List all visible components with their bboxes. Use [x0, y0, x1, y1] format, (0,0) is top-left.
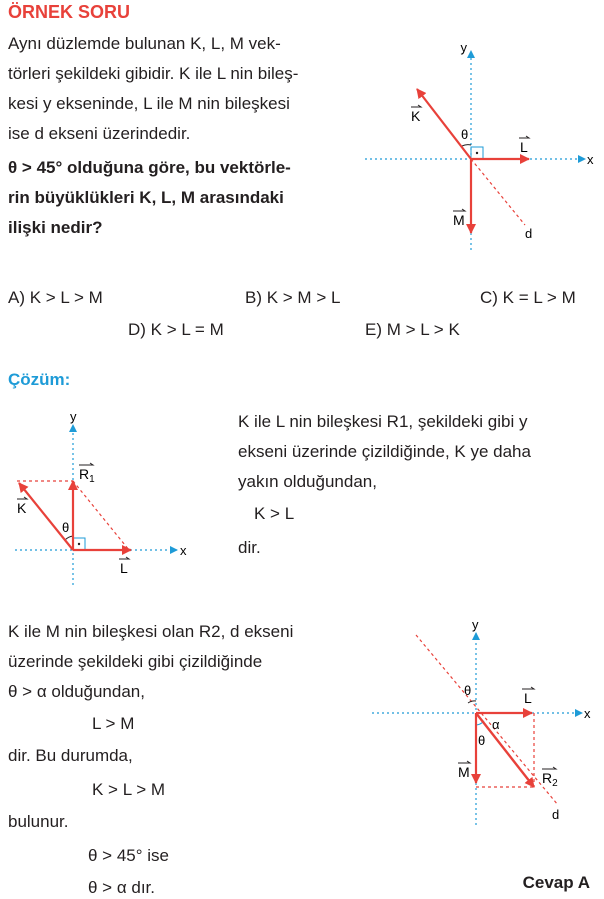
y-label: y [460, 40, 467, 55]
L-label: L [120, 560, 128, 576]
x-label: x [180, 543, 187, 558]
solution-part2-line-7: bulunur. [8, 812, 69, 831]
theta-top-label: θ [464, 683, 472, 698]
d-label: d [552, 807, 560, 822]
theta-label: θ [478, 733, 486, 748]
L-label: L [524, 690, 532, 706]
x-label: x [587, 152, 594, 167]
solution-part1-line-4: K > L [254, 504, 295, 523]
solution-part2-line-3: θ > α olduğundan, [8, 682, 145, 701]
choice-d[interactable]: D) K > L = M [128, 320, 224, 339]
theta-arc [462, 145, 471, 146]
solution-part2-line-5: dir. Bu durumda, [8, 746, 133, 765]
solution-part2-line-6: K > L > M [92, 780, 166, 799]
question-line-4: ise d ekseni üzerindedir. [8, 124, 191, 143]
theta-label: θ [62, 520, 70, 535]
example-title: ÖRNEK SORU [8, 2, 131, 22]
M-label: M [453, 212, 465, 228]
choice-a[interactable]: A) K > L > M [8, 288, 103, 307]
example-vector-diagram [365, 35, 595, 250]
solution-part1-line-1: K ile L nin bileşkesi R1, şekildeki gibi y [238, 412, 528, 431]
answer-label: Cevap A [522, 873, 590, 892]
vector-K [417, 89, 471, 159]
solution-part2-line-1: K ile M nin bileşkesi olan R2, d ekseni [8, 622, 294, 641]
solution-diagram-1 [5, 405, 205, 585]
M-label: M [458, 764, 470, 780]
choice-e[interactable]: E) M > L > K [365, 320, 460, 339]
vector-R2 [476, 713, 534, 787]
y-label: y [472, 617, 479, 632]
K-label: K [17, 500, 27, 516]
solution-part2-line-4: L > M [92, 714, 135, 733]
solution-part2-line-8: θ > 45° ise [88, 846, 169, 865]
question-line-1: Aynı düzlemde bulunan K, L, M vek- [8, 34, 281, 53]
question-bold-line-1: θ > 45° olduğuna göre, bu vektörle- [8, 158, 291, 177]
R1-label: $R_1$ [79, 466, 95, 485]
question-bold-line-2: rin büyüklükleri K, L, M arasındaki [8, 188, 284, 207]
alpha-label: α [492, 717, 500, 732]
d-axis [416, 635, 558, 805]
choice-c[interactable]: C) K = L > M [480, 288, 576, 307]
K-label: K [411, 108, 421, 124]
y-label: y [70, 409, 77, 424]
R2-label: $R_2$ [542, 770, 558, 789]
solution-part2-line-2: üzerinde şekildeki gibi çizildiğinde [8, 652, 263, 671]
solution-part2-line-9: θ > α dır. [88, 878, 156, 897]
question-bold-line-3: ilişki nedir? [8, 218, 103, 237]
x-label: x [584, 706, 591, 721]
question-line-2: törleri şekildeki gibidir. K ile L nin bileş- [8, 64, 299, 83]
d-label: d [525, 226, 533, 241]
L-label: L [520, 139, 528, 155]
d-axis [471, 159, 525, 225]
solution-part1-line-2: ekseni üzerinde çizildiğinde, K ye daha [238, 442, 531, 461]
solution-diagram-2 [372, 615, 600, 830]
choice-b[interactable]: B) K > M > L [245, 288, 341, 307]
question-line-3: kesi y ekseninde, L ile M nin bileşkesi [8, 94, 290, 113]
solution-part1-line-5: dir. [238, 538, 261, 557]
solution-heading: Çözüm: [8, 370, 71, 389]
solution-part1-line-3: yakın olduğundan, [238, 472, 377, 491]
vector-K [19, 483, 73, 550]
theta-label: θ [461, 127, 469, 142]
